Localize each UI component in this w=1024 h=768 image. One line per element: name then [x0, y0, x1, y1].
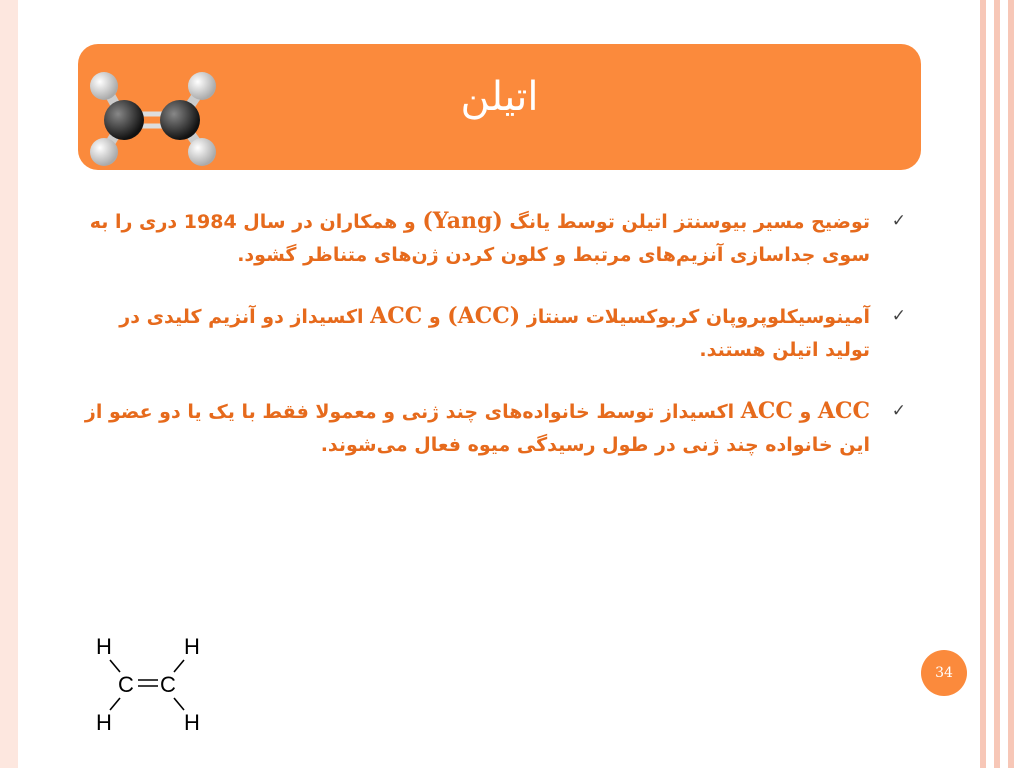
slide-title: اتیلن — [460, 74, 539, 120]
ethylene-3d-model-icon — [84, 70, 220, 166]
ethylene-structural-formula — [88, 628, 228, 740]
atom-c-right: C — [160, 672, 176, 697]
check-icon: ✓ — [891, 306, 906, 326]
check-icon: ✓ — [891, 211, 906, 231]
page-number-badge: 34 — [921, 650, 967, 696]
atom-h-bottom-right: H — [184, 710, 200, 735]
atom-h-top-right: H — [184, 634, 200, 659]
atom-h-bottom-left: H — [96, 710, 112, 735]
left-border — [0, 0, 18, 768]
atom-c-left: C — [118, 672, 134, 697]
bullet-item-2: ✓ آمینوسیکلوپروپان کربوکسیلات سنتاز (ACC) و ACC اکسیداز دو آنزیم کلیدی در تولید اتیلن هستند. — [82, 300, 906, 367]
atom-h-top-left: H — [96, 634, 112, 659]
bullet-list — [82, 205, 906, 490]
right-decorative-stripes — [974, 0, 1024, 768]
bullet-item-3: ✓ ACC و ACC اکسیداز توسط خانواده‌های چند ژنی و معمولا فقط با یک یا دو عضو از این خانواده چند ژنی در طول رسیدگی میوه فعال می‌شوند. — [82, 395, 906, 462]
bullet-item-1: ✓ توضیح مسیر بیوسنتز اتیلن توسط یانگ (Yang) و همکاران در سال 1984 دری را به سوی جداسازی آنزیم‌های مرتبط و کلون کردن ژن‌های متناظر گشود. — [82, 205, 906, 272]
check-icon: ✓ — [891, 401, 906, 421]
